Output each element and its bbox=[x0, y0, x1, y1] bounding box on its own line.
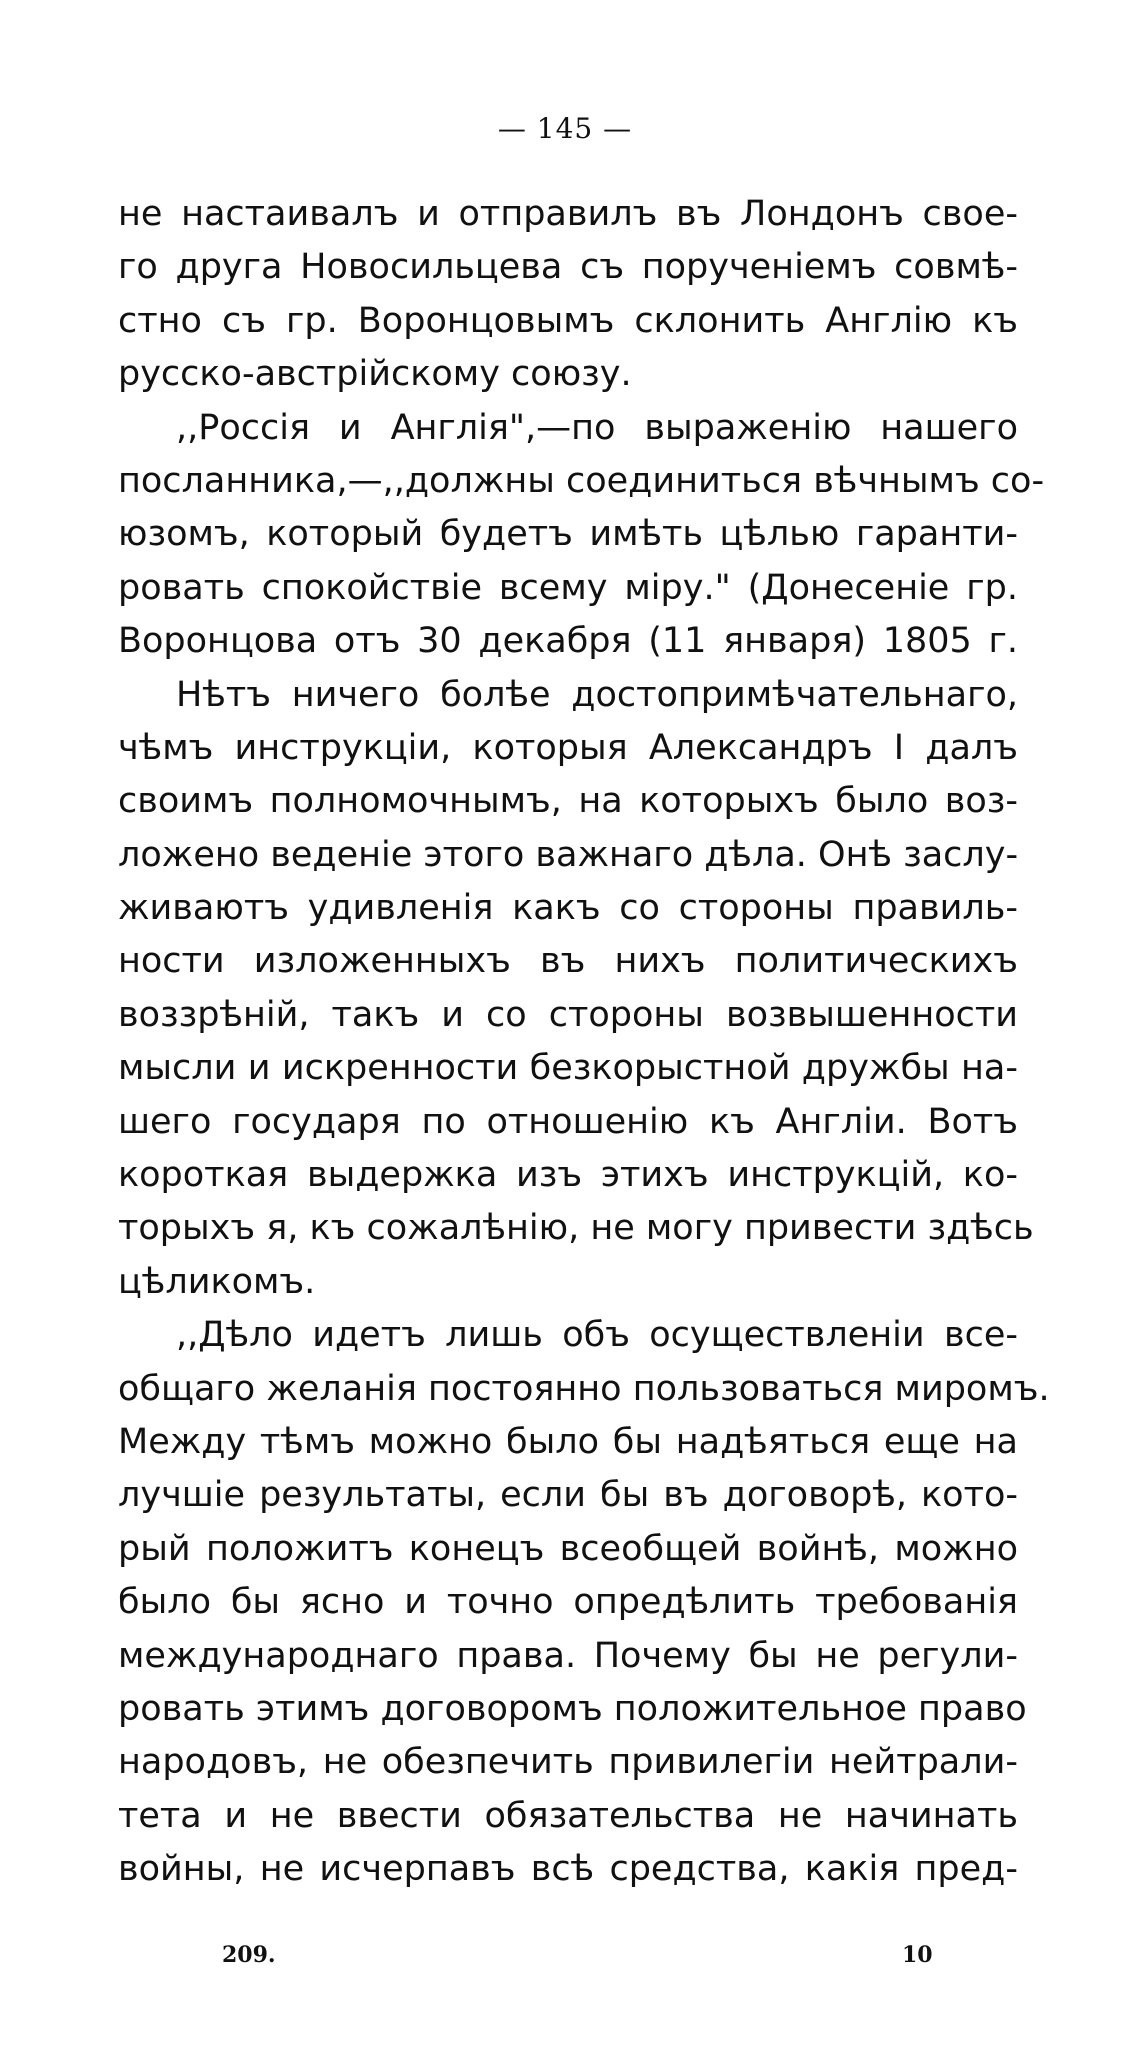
text-line: народовъ, не обезпечить привилегіи нейтрали- bbox=[118, 1742, 1018, 1783]
text-line: торыхъ я, къ сожалѣнію, не могу привести здѣсь bbox=[118, 1208, 1034, 1249]
text-line: рый положитъ конецъ всеобщей войнѣ, можно bbox=[118, 1528, 1018, 1569]
sheet-number: 10 bbox=[902, 1942, 933, 1968]
text-line: го друга Новосильцева съ порученіемъ совмѣ- bbox=[118, 247, 1018, 288]
text-line: чѣмъ инструкціи, которыя Александръ I далъ bbox=[118, 727, 1018, 768]
text-line: международнаго права. Почему бы не регули- bbox=[118, 1635, 1018, 1676]
text-line: цѣликомъ. bbox=[118, 1261, 316, 1302]
text-line: лучшіе результаты, если бы въ договорѣ, кото- bbox=[118, 1475, 1018, 1516]
text-line: ложено веденіе этого важнаго дѣла. Онѣ заслу- bbox=[118, 834, 1019, 875]
paragraph bbox=[118, 1309, 1050, 1896]
text-line: ровать спокойствіе всему міру." (Донесеніе гр. bbox=[118, 567, 1018, 608]
paragraph bbox=[118, 402, 1045, 669]
text-line: шего государя по отношенію къ Англіи. Вотъ bbox=[118, 1101, 1018, 1142]
text-line: посланника,—,,должны соединиться вѣчнымъ со- bbox=[118, 460, 1045, 501]
text-line: Нѣтъ ничего болѣе достопримѣчательнаго, bbox=[176, 674, 1018, 715]
printer-signature-mark: 209. bbox=[222, 1942, 276, 1968]
text-line: ,,Россія и Англія",—по выраженію нашего bbox=[176, 407, 1018, 448]
text-line: общаго желанія постоянно пользоваться миромъ. bbox=[118, 1368, 1050, 1409]
text-line: мысли и искренности безкорыстной дружбы на- bbox=[118, 1048, 1018, 1089]
page-number: — 145 — bbox=[497, 112, 633, 145]
text-line: Между тѣмъ можно было бы надѣяться еще на bbox=[118, 1421, 1018, 1462]
text-line: стно съ гр. Воронцовымъ склонить Англію къ bbox=[118, 300, 1018, 341]
text-line: воззрѣній, такъ и со стороны возвышенности bbox=[118, 994, 1018, 1035]
text-line: русско-австрійскому союзу. bbox=[118, 354, 632, 395]
text-line: ности изложенныхъ въ нихъ политическихъ bbox=[118, 941, 1018, 982]
text-line: юзомъ, который будетъ имѣть цѣлью гаранти- bbox=[118, 514, 1018, 555]
text-line: было бы ясно и точно опредѣлить требованія bbox=[118, 1582, 1018, 1623]
page-footer bbox=[0, 1942, 1140, 1982]
text-line: не настаивалъ и отправилъ въ Лондонъ свое- bbox=[118, 194, 1018, 234]
body-text bbox=[118, 188, 1050, 1897]
text-line: ровать этимъ договоромъ положительное право bbox=[118, 1688, 1027, 1729]
text-line: ,,Дѣло идетъ лишь объ осуществленіи все- bbox=[176, 1315, 1018, 1356]
paragraph bbox=[118, 188, 1018, 402]
text-line: короткая выдержка изъ этихъ инструкцій, ко- bbox=[118, 1155, 1018, 1196]
text-line: Воронцова отъ 30 декабря (11 января) 1805 г. bbox=[118, 621, 1018, 662]
text-line: войны, не исчерпавъ всѣ средства, какія пред- bbox=[118, 1849, 1018, 1890]
text-line: своимъ полномочнымъ, на которыхъ было воз- bbox=[118, 781, 1018, 822]
text-line: тета и не ввести обязательства не начинать bbox=[118, 1795, 1018, 1836]
paragraph bbox=[118, 669, 1034, 1310]
text-line: живаютъ удивленія какъ со стороны правиль- bbox=[118, 888, 1018, 929]
